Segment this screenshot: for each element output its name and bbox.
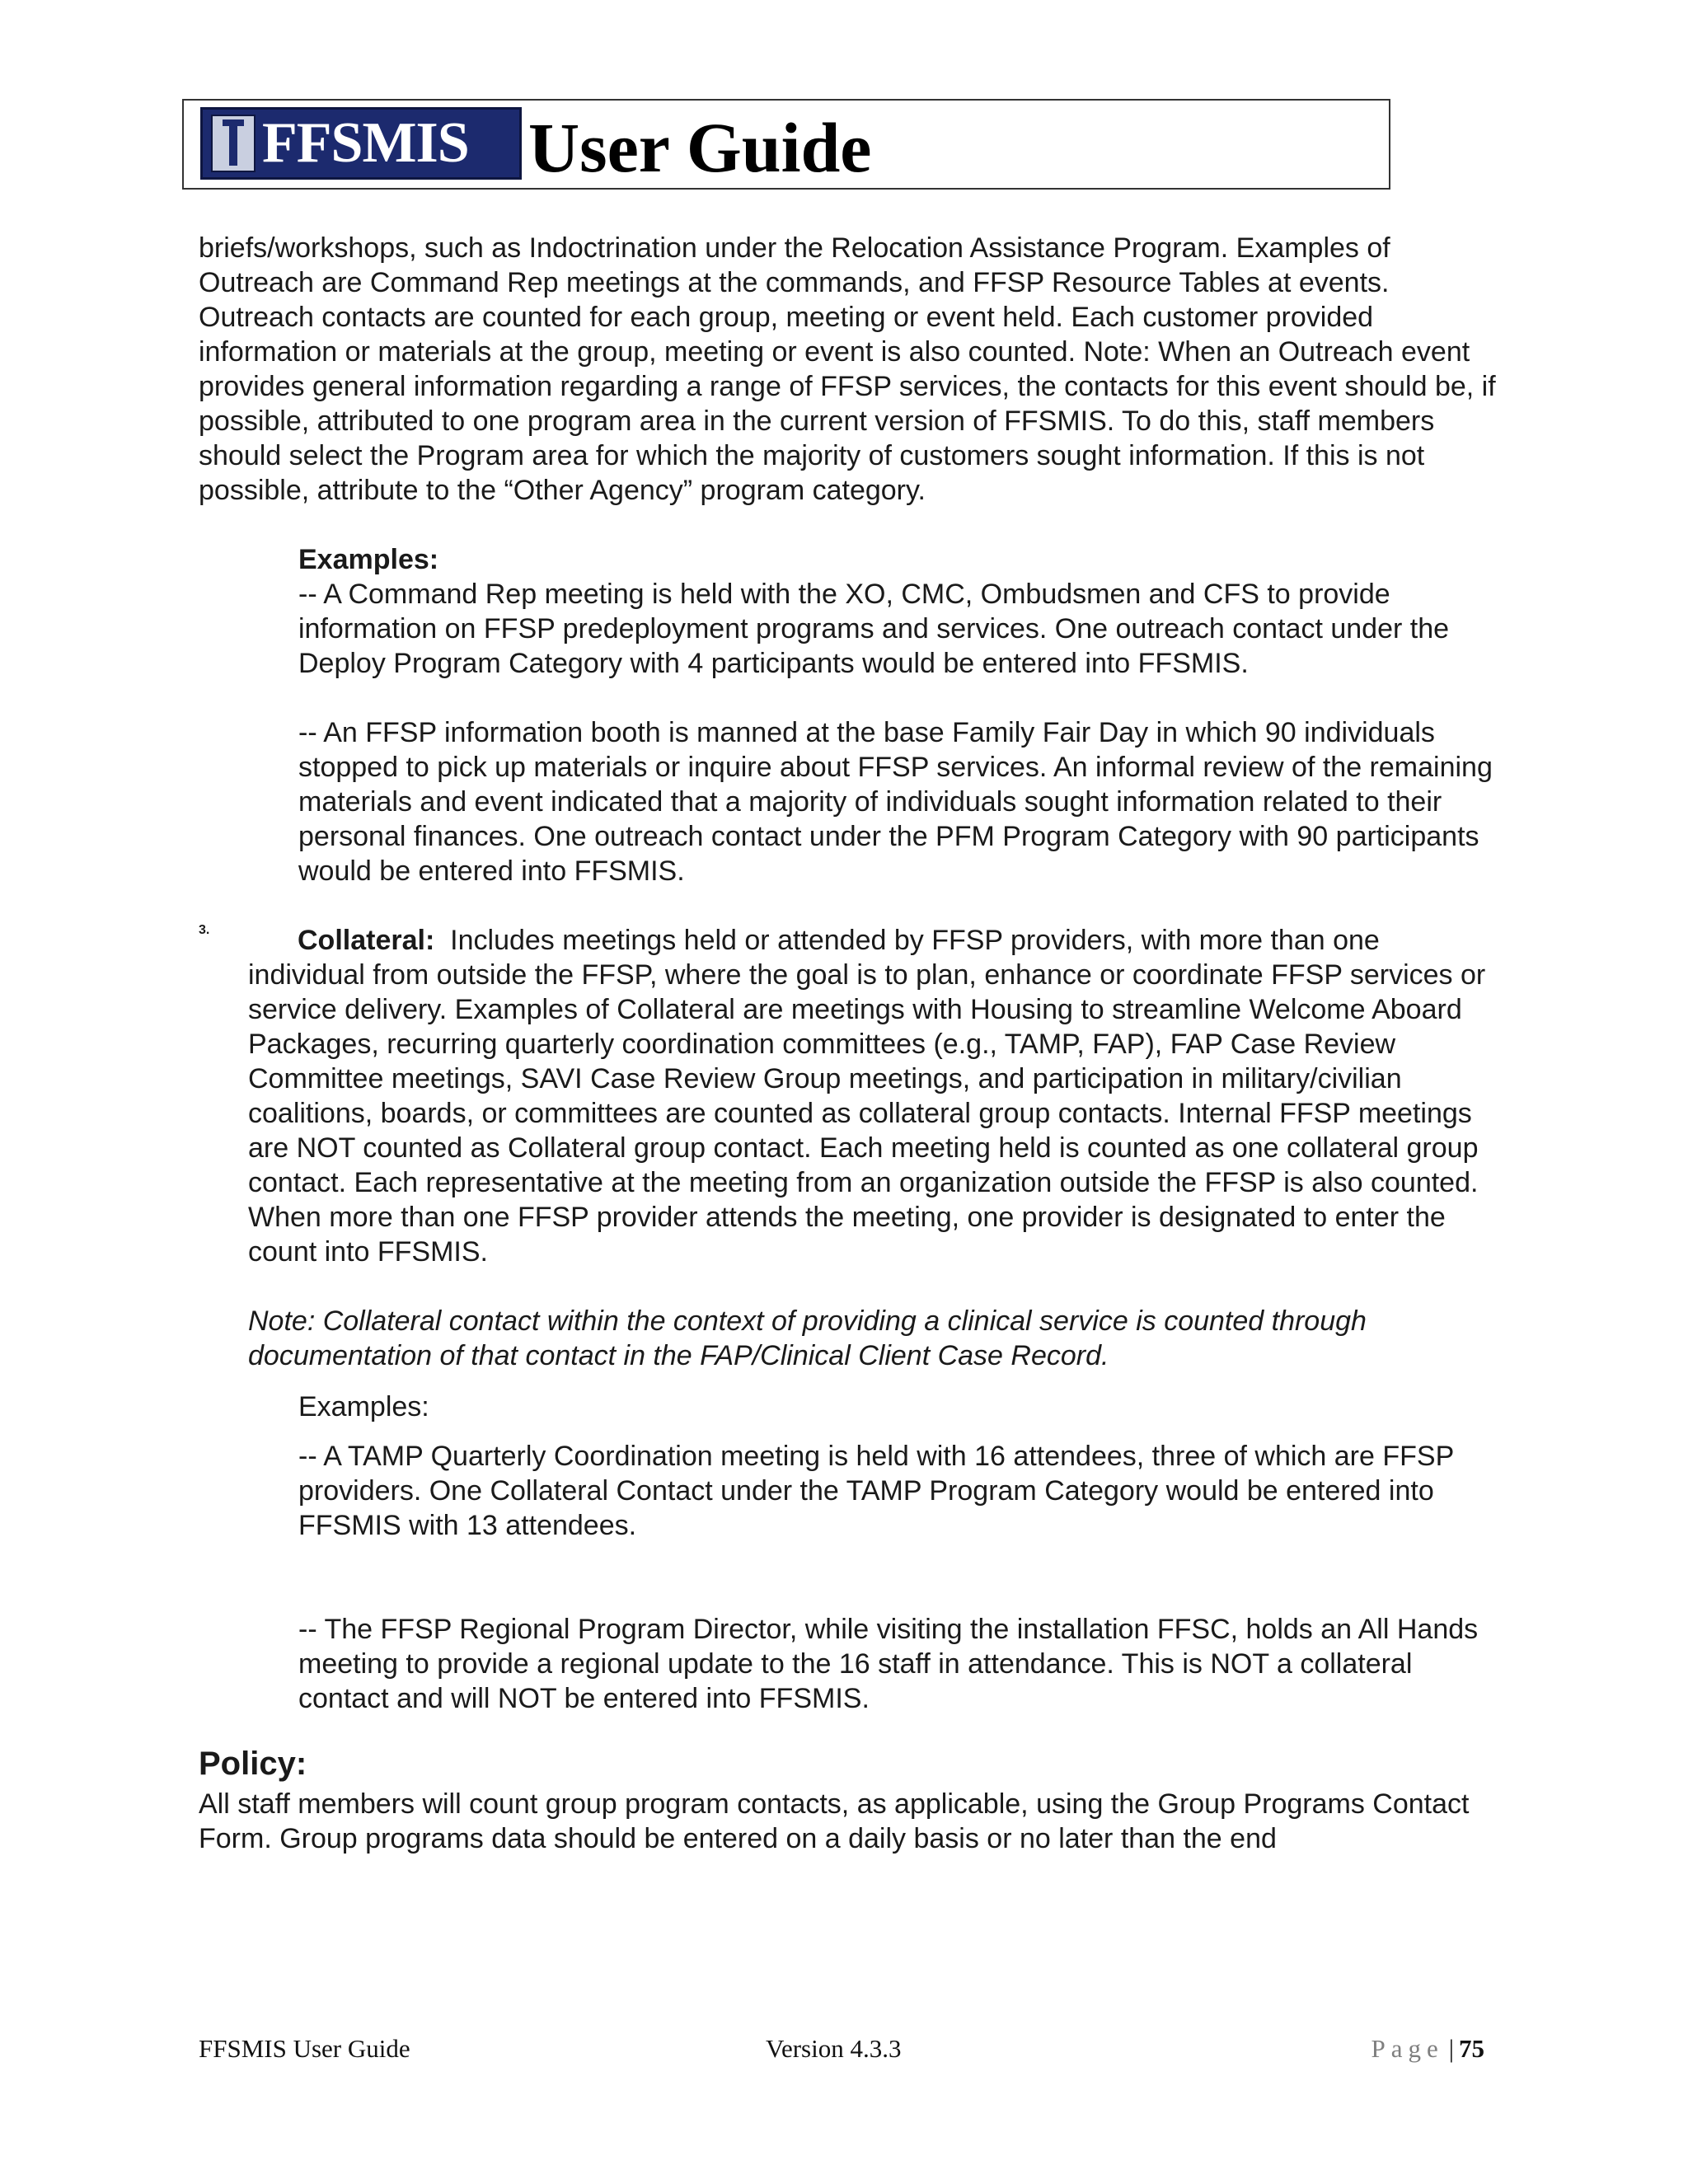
footer-page-number — [1372, 2034, 1484, 2064]
footer-doc-title: FFSMIS User Guide — [199, 2034, 410, 2063]
page-number: 75 — [1459, 2034, 1484, 2063]
collateral-example-1: -- A TAMP Quarterly Coordination meeting is held with 16 attendees, three of which are FFSP providers. One Collateral Contact under the TAMP Program Category would be entered into FFSMIS with 13 attendees. — [298, 1441, 1454, 1541]
collateral-text: Includes meetings held or attended by FFSP providers, with more than one individual from outside the FFSP, where the goal is to plan, enhance or coordinate FFSP services or service delivery. Examples of Collateral are meetings with Housing to streamline Welcome Aboard Packages, recurring quarterly coordination committees (e.g., TAMP, FAP), FAP Case Review Committee meetings, SAVI Case Review Group meetings, and participation in military/civilian coalitions, boards, or committees are counted as collateral group contacts. Internal FFSP meetings are NOT counted as Collateral group contact. Each meeting held is counted as one collateral group contact. Each representative at the meeting from an organization outside the FFSP is also counted. When more than one FFSP provider attends the meeting, one provider is designated to enter the count into FFSMIS. — [248, 925, 1486, 1268]
collateral-number: 3. — [199, 923, 210, 937]
page-footer — [199, 2034, 1484, 2075]
collateral-examples-label: Examples: — [298, 1391, 429, 1422]
outreach-examples-label: Examples: — [298, 544, 439, 575]
collateral-section — [199, 923, 1501, 1269]
footer-version: Version 4.3.3 — [766, 2034, 902, 2063]
policy-heading: Policy: — [199, 1746, 307, 1782]
outreach-example-1: -- A Command Rep meeting is held with the XO, CMC, Ombudsmen and CFS to provide information on FFSP predeployment programs and services. One outreach contact under the Deploy Program Category with 4 participants would be entered into FFSMIS. — [298, 579, 1450, 679]
logo-text: FFSMIS — [262, 111, 469, 175]
intro-paragraph: briefs/workshops, such as Indoctrination under the Relocation Assistance Program. Examples of Outreach are Command Rep meetings at the commands, and FFSP Resource Tables at events. Outreach contacts are counted for each group, meeting or event held. Each customer provided information or materials at the group, meeting or event is also counted. Note: When an Outreach event provides general information regarding a range of FFSP services, the contacts for this event should be, if possible, attributed to one program area in the current version of FFSMIS. To do this, staff members should select the Program area for which the majority of customers sought information. If this is not possible, attribute to the “Other Agency” program category. — [199, 232, 1496, 506]
collateral-title: Collateral: — [298, 925, 435, 956]
footer-page-label: Page — [1371, 2034, 1444, 2063]
ffsmis-logo — [200, 107, 522, 180]
outreach-example-2: -- An FFSP information booth is manned at the base Family Fair Day in which 90 individuals stopped to pick up materials or inquire about FFSP services. An informal review of the remaining materials and event indicated that a majority of individuals sought information related to their personal finances. One outreach contact under the PFM Program Category with 90 participants would be entered into FFSMIS. — [298, 717, 1493, 887]
policy-paragraph: All staff members will count group program contacts, as applicable, using the Group Programs Contact Form. Group programs data should be entered on a daily basis or no later than the end — [199, 1788, 1470, 1854]
page-content — [199, 231, 1501, 1856]
collateral-paragraph — [248, 923, 1501, 1269]
footer-separator: | — [1448, 2034, 1454, 2063]
collateral-note: Note: Collateral contact within the context of providing a clinical service is counted through documentation of that contact in the FAP/Clinical Client Case Record. — [248, 1305, 1367, 1371]
document-title: User Guide — [528, 108, 872, 187]
outreach-examples — [298, 542, 1501, 888]
header-banner — [182, 99, 1390, 190]
lighthouse-icon — [211, 115, 256, 172]
collateral-example-2: -- The FFSP Regional Program Director, while visiting the installation FFSC, holds an All Hands meeting to provide a regional update to the 16 staff in attendance. This is NOT a collateral contact and will NOT be entered into FFSMIS. — [298, 1614, 1479, 1714]
collateral-examples — [298, 1390, 1501, 1716]
